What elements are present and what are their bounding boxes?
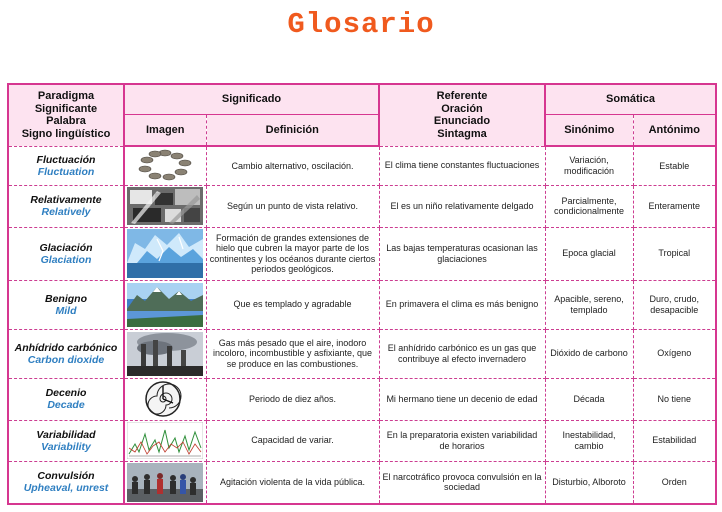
- referent-cell: El narcotráfico provoca convulsión en la sociedad: [379, 461, 545, 504]
- synonym-cell: Variación, modificación: [545, 146, 633, 185]
- table-row: [8, 420, 716, 461]
- glacier-icon: [127, 229, 203, 278]
- image-cell: [124, 461, 206, 504]
- table-row: [8, 280, 716, 329]
- referent-cell: Mi hermano tiene un decenio de edad: [379, 378, 545, 420]
- word-cell: Relativamente Relatively: [8, 185, 124, 227]
- referent-cell: El clima tiene constantes fluctuaciones: [379, 146, 545, 185]
- referent-cell: El es un niño relativamente delgado: [379, 185, 545, 227]
- antonym-cell: Duro, crudo, desapacible: [633, 280, 716, 329]
- synonym-cell: Apacible, sereno, templado: [545, 280, 633, 329]
- table-row: [8, 146, 716, 185]
- definition-cell: Cambio alternativo, oscilación.: [206, 146, 379, 185]
- abstract-collage-icon: [127, 187, 203, 225]
- antonym-cell: Orden: [633, 461, 716, 504]
- table-row: [8, 227, 716, 280]
- table-row: [8, 378, 716, 420]
- image-cell: [124, 420, 206, 461]
- image-cell: [124, 185, 206, 227]
- word-cell: Benigno Mild: [8, 280, 124, 329]
- header-meaning: Significado: [124, 84, 379, 114]
- header-antonym: Antónimo: [633, 114, 716, 146]
- synonym-cell: Parcialmente, condicionalmente: [545, 185, 633, 227]
- header-synonym: Sinónimo: [545, 114, 633, 146]
- table-row: [8, 185, 716, 227]
- crowd-protest-icon: [127, 463, 203, 502]
- referent-cell: El anhídrido carbónico es un gas que contribuye al efecto invernadero: [379, 329, 545, 378]
- definition-cell: Gas más pesado que el aire, inodoro incoloro, incombustible y asfixiante, que se produce en las combustiones.: [206, 329, 379, 378]
- word-cell: Glaciación Glaciation: [8, 227, 124, 280]
- antonym-cell: Estabilidad: [633, 420, 716, 461]
- definition-cell: Según un punto de vista relativo.: [206, 185, 379, 227]
- definition-cell: Capacidad de variar.: [206, 420, 379, 461]
- header-word: Paradigma Significante Palabra Signo lingüístico: [8, 84, 124, 146]
- synonym-cell: Inestabilidad, cambio: [545, 420, 633, 461]
- glossary-table: [7, 83, 717, 505]
- image-cell: [124, 329, 206, 378]
- antonym-cell: Enteramente: [633, 185, 716, 227]
- synonym-cell: Década: [545, 378, 633, 420]
- definition-cell: Agitación violenta de la vida pública.: [206, 461, 379, 504]
- header-somatic: Somática: [545, 84, 716, 114]
- factory-chimney-icon: [127, 332, 203, 376]
- definition-cell: Formación de grandes extensiones de hielo que cubren la mayor parte de los continentes y los océanos durante ciertos periodos geológicos.: [206, 227, 379, 280]
- table-row: [8, 329, 716, 378]
- image-cell: [124, 280, 206, 329]
- definition-cell: Periodo de diez años.: [206, 378, 379, 420]
- mountain-lake-icon: [127, 283, 203, 327]
- antonym-cell: No tiene: [633, 378, 716, 420]
- word-cell: Convulsión Upheaval, unrest: [8, 461, 124, 504]
- image-cell: [124, 146, 206, 185]
- synonym-cell: Dióxido de carbono: [545, 329, 633, 378]
- referent-cell: En primavera el clima es más benigno: [379, 280, 545, 329]
- line-graph-icon: [127, 422, 203, 459]
- header-image: Imagen: [124, 114, 206, 146]
- antonym-cell: Oxígeno: [633, 329, 716, 378]
- word-cell: Fluctuación Fluctuation: [8, 146, 124, 185]
- synonym-cell: Disturbio, Alboroto: [545, 461, 633, 504]
- page-title: Glosario: [287, 8, 435, 41]
- coin-circle-icon: [127, 148, 203, 183]
- image-cell: [124, 227, 206, 280]
- header-definition: Definición: [206, 114, 379, 146]
- referent-cell: Las bajas temperaturas ocasionan las glaciaciones: [379, 227, 545, 280]
- referent-cell: En la preparatoria existen variabilidad de horarios: [379, 420, 545, 461]
- definition-cell: Que es templado y agradable: [206, 280, 379, 329]
- spiral-clock-icon: [127, 380, 203, 418]
- header-referent: Referente Oración Enunciado Sintagma: [379, 84, 545, 146]
- word-cell: Variabilidad Variability: [8, 420, 124, 461]
- table-row: [8, 461, 716, 504]
- word-cell: Decenio Decade: [8, 378, 124, 420]
- antonym-cell: Tropical: [633, 227, 716, 280]
- word-cell: Anhídrido carbónico Carbon dioxide: [8, 329, 124, 378]
- synonym-cell: Epoca glacial: [545, 227, 633, 280]
- image-cell: [124, 378, 206, 420]
- antonym-cell: Estable: [633, 146, 716, 185]
